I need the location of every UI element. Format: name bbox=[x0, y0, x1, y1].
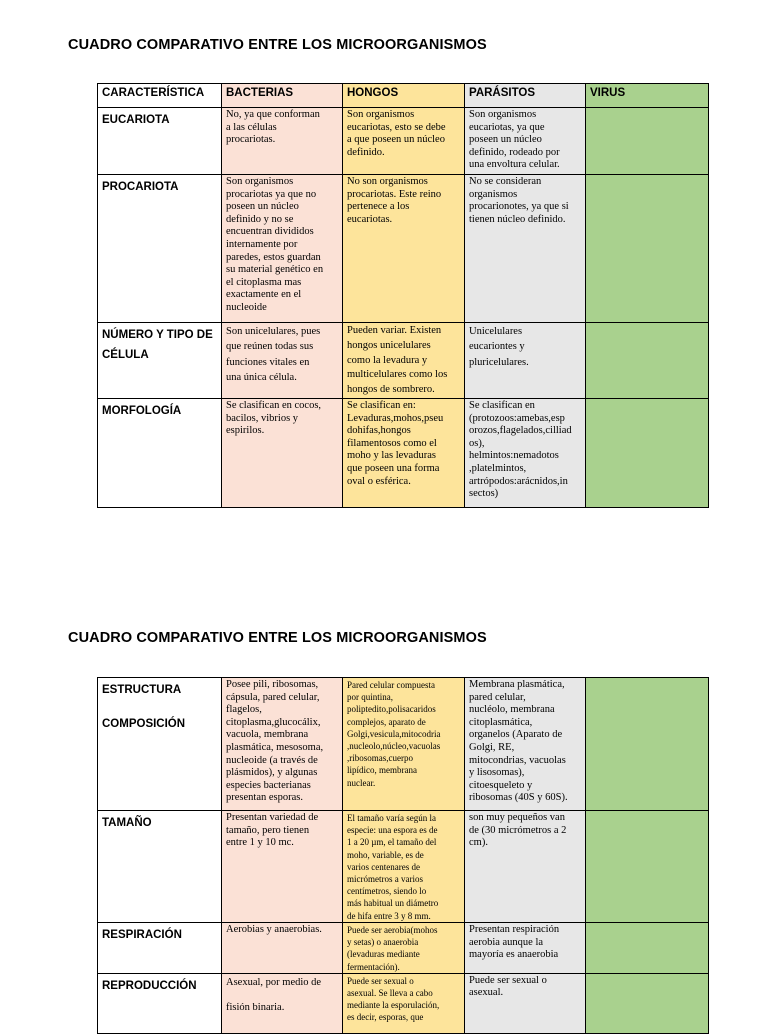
row-label-tamano: TAMAÑO bbox=[98, 811, 222, 923]
row-label-respiracion: RESPIRACIÓN bbox=[98, 923, 222, 974]
table-row bbox=[98, 811, 709, 923]
row-label-eucariota: EUCARIOTA bbox=[98, 108, 222, 175]
row-label-estructura: ESTRUCTURA bbox=[102, 684, 182, 696]
table-row bbox=[98, 678, 709, 811]
cell-virus bbox=[586, 973, 709, 1033]
row-label-numero-tipo-celula: NÚMERO Y TIPO DE CÉLULA bbox=[98, 323, 222, 399]
cell-parasitos: Presentan respiración aerobia aunque la mayoría es anaerobia bbox=[465, 923, 586, 974]
header-caracteristica: CARACTERÍSTICA bbox=[98, 84, 222, 108]
cell-bacterias: Son unicelulares, pues que reúnen todas sus funciones vitales en una única célula. bbox=[222, 323, 343, 399]
cell-virus bbox=[586, 923, 709, 974]
document-title-2: CUADRO COMPARATIVO ENTRE LOS MICROORGANISMOS bbox=[68, 630, 487, 646]
header-parasitos: PARÁSITOS bbox=[465, 84, 586, 108]
table-row bbox=[98, 398, 709, 507]
cell-hongos: Pueden variar. Existen hongos unicelulares como la levadura y multicelulares como los hongos de sombrero. bbox=[343, 323, 465, 399]
header-hongos: HONGOS bbox=[343, 84, 465, 108]
table-row bbox=[98, 175, 709, 323]
cell-virus bbox=[586, 108, 709, 175]
comparison-table-2 bbox=[97, 677, 709, 1034]
cell-parasitos: Membrana plasmática, pared celular, nucléolo, membrana citoplasmática, organelos (Aparato de Golgi, RE, mitocondrias, vacuolas y lisosomas), citoesqueleto y ribosomas (40S y 60S). bbox=[465, 678, 586, 811]
cell-virus bbox=[586, 398, 709, 507]
row-label-composicion: COMPOSICIÓN bbox=[102, 718, 186, 730]
cell-virus bbox=[586, 175, 709, 323]
cell-hongos: El tamaño varía según la especie: una espora es de 1 a 20 µm, el tamaño del moho, variable, es de varios centenares de micrómetros a varios centímetros, siendo lo más habitual un diámetro de hifa entre 3 y 8 mm. bbox=[343, 811, 465, 923]
cell-virus bbox=[586, 323, 709, 399]
cell-hongos: Pared celular compuesta por quintina, poliptedito,polisacaridos complejos, aparato de Golgi,vesicula,mitocodria ,nucleolo,núcleo,vacuolas ,ribosomas,cuerpo lipídico, membrana nuclear. bbox=[343, 678, 465, 811]
cell-hongos: No son organismos procariotas. Este reino pertenece a los eucariotas. bbox=[343, 175, 465, 323]
cell-bacterias: Se clasifican en cocos, bacilos, vibrios y espirilos. bbox=[222, 398, 343, 507]
table-row bbox=[98, 108, 709, 175]
table-row bbox=[98, 323, 709, 399]
cell-virus bbox=[586, 678, 709, 811]
cell-bacterias: Asexual, por medio de fisión binaria. bbox=[222, 973, 343, 1033]
cell-hongos: Puede ser sexual o asexual. Se lleva a cabo mediante la esporulación, es decir, esporas, que bbox=[343, 973, 465, 1033]
cell-bacterias: Son organismos procariotas ya que no poseen un núcleo definido y no se encuentran divididos internamente por paredes, estos guardan su material genético en el citoplasma mas exactamente en el nucleoide bbox=[222, 175, 343, 323]
table-row bbox=[98, 923, 709, 974]
cell-parasitos: Puede ser sexual o asexual. bbox=[465, 973, 586, 1033]
row-label-procariota: PROCARIOTA bbox=[98, 175, 222, 323]
cell-parasitos: No se consideran organismos procarionotes, ya que si tienen núcleo definido. bbox=[465, 175, 586, 323]
cell-bacterias: No, ya que conforman a las células procariotas. bbox=[222, 108, 343, 175]
row-label-morfologia: MORFOLOGÍA bbox=[98, 398, 222, 507]
cell-bacterias: Presentan variedad de tamaño, pero tienen entre 1 y 10 mc. bbox=[222, 811, 343, 923]
cell-hongos: Puede ser aerobia(mohos y setas) o anaerobia (levaduras mediante fermentación). bbox=[343, 923, 465, 974]
header-bacterias: BACTERIAS bbox=[222, 84, 343, 108]
document-title: CUADRO COMPARATIVO ENTRE LOS MICROORGANISMOS bbox=[68, 37, 487, 53]
cell-parasitos: Unicelulares eucariontes y pluricelulares. bbox=[465, 323, 586, 399]
cell-hongos: Son organismos eucariotas, esto se debe a que poseen un núcleo definido. bbox=[343, 108, 465, 175]
cell-parasitos: Se clasifican en (protozoos:amebas,esp orozos,flagelados,cilliad os), helmintos:nemadotos ,platelmintos, artrópodos:arácnidos,in sectos) bbox=[465, 398, 586, 507]
cell-virus bbox=[586, 811, 709, 923]
row-label-estructura-composicion bbox=[98, 678, 222, 811]
table-row bbox=[98, 973, 709, 1033]
table-header-row bbox=[98, 84, 709, 108]
cell-parasitos: son muy pequeños van de (30 micrómetros a 2 cm). bbox=[465, 811, 586, 923]
cell-bacterias: Posee pili, ribosomas, cápsula, pared celular, flagelos, citoplasma,glucocálix, vacuola, membrana plasmática, mesosoma, nucleoide (a través de plásmidos), y algunas especies bacterianas presentan esporas. bbox=[222, 678, 343, 811]
cell-hongos: Se clasifican en: Levaduras,mohos,pseu dohifas,hongos filamentosos como el moho y las levaduras que poseen una forma oval o esférica. bbox=[343, 398, 465, 507]
cell-parasitos: Son organismos eucariotas, ya que poseen un núcleo definido, rodeado por una envoltura celular. bbox=[465, 108, 586, 175]
row-label-reproduccion: REPRODUCCIÓN bbox=[98, 973, 222, 1033]
comparison-table-1 bbox=[97, 83, 709, 508]
header-virus: VIRUS bbox=[586, 84, 709, 108]
cell-bacterias: Aerobias y anaerobias. bbox=[222, 923, 343, 974]
